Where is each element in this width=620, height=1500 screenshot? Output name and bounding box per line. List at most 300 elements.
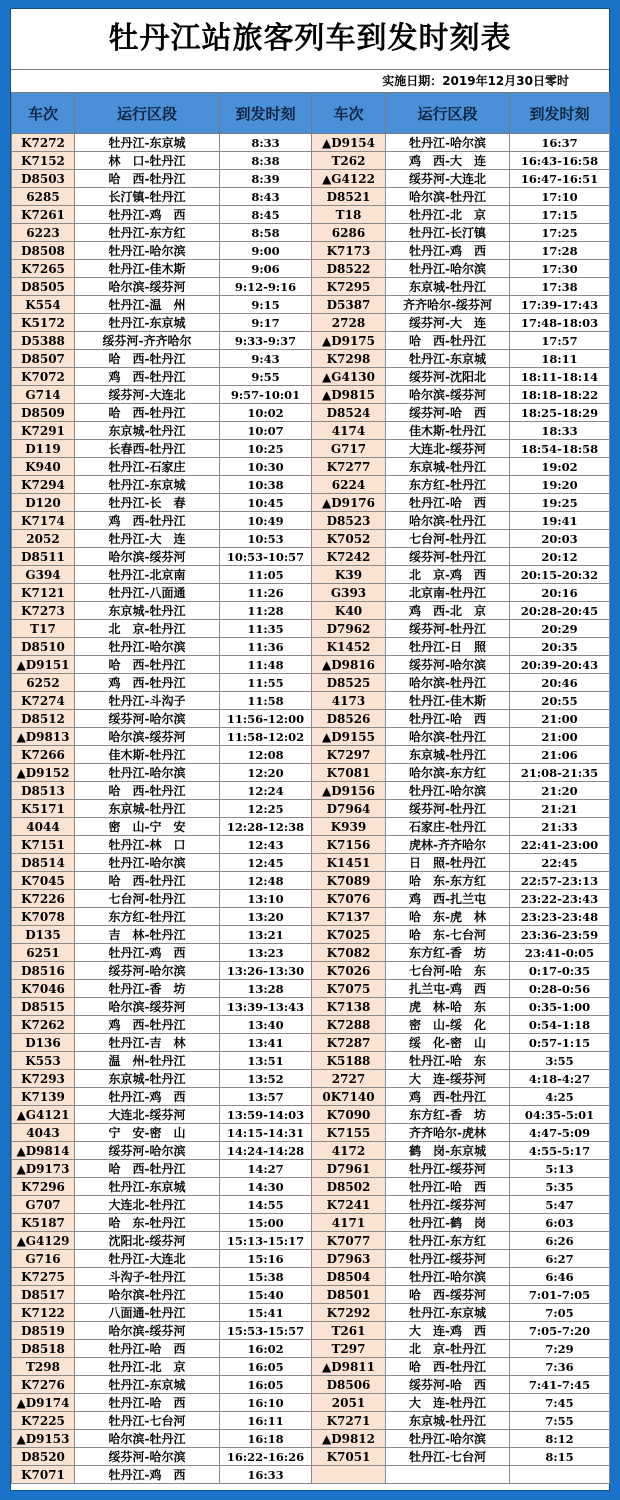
cell-time-right: 4:47-5:09 (510, 1124, 610, 1142)
cell-time-left: 11:35 (220, 620, 312, 638)
cell-train-right: D8502 (312, 1178, 386, 1196)
cell-time-right: 6:03 (510, 1214, 610, 1232)
cell-route-right: 牡丹江-鹤 岗 (386, 1214, 510, 1232)
cell-route-right: 齐齐哈尔-绥芬河 (386, 296, 510, 314)
cell-train-left: D8509 (12, 404, 75, 422)
cell-route-left: 牡丹江-温 州 (75, 296, 220, 314)
cell-train-right: K7075 (312, 980, 386, 998)
cell-time-left: 10:45 (220, 494, 312, 512)
table-row (12, 1322, 610, 1340)
table-row (12, 368, 610, 386)
cell-train-left: K940 (12, 458, 75, 476)
cell-time-right: 23:23-23:48 (510, 908, 610, 926)
cell-train-right: D7964 (312, 800, 386, 818)
table-row (12, 854, 610, 872)
cell-route-left: 牡丹江-长 春 (75, 494, 220, 512)
cell-time-right: 7:05 (510, 1304, 610, 1322)
cell-time-left: 9:33-9:37 (220, 332, 312, 350)
cell-route-left: 绥芬河-哈尔滨 (75, 710, 220, 728)
cell-train-right: K7076 (312, 890, 386, 908)
cell-route-right: 牡丹江-长汀镇 (386, 224, 510, 242)
cell-time-right: 7:45 (510, 1394, 610, 1412)
cell-route-left: 牡丹江-鸡 西 (75, 1466, 220, 1484)
table-row (12, 1430, 610, 1448)
cell-time-left: 15:38 (220, 1268, 312, 1286)
cell-train-left: ▲D9152 (12, 764, 75, 782)
cell-time-left: 15:41 (220, 1304, 312, 1322)
cell-time-right: 18:18-18:22 (510, 386, 610, 404)
cell-route-right: 牡丹江-哈 西 (386, 710, 510, 728)
cell-route-right: 哈尔滨-东方红 (386, 764, 510, 782)
cell-route-right: 日 照-牡丹江 (386, 854, 510, 872)
cell-time-right: 17:28 (510, 242, 610, 260)
table-row (12, 386, 610, 404)
table-row (12, 764, 610, 782)
header-time-right: 到发时刻 (510, 93, 610, 134)
cell-route-right: 牡丹江-鸡 西 (386, 242, 510, 260)
table-row (12, 638, 610, 656)
cell-train-right: 6224 (312, 476, 386, 494)
cell-time-right: 7:29 (510, 1340, 610, 1358)
cell-time-left: 8:38 (220, 152, 312, 170)
table-row (12, 1052, 610, 1070)
cell-route-left: 长汀镇-牡丹江 (75, 188, 220, 206)
cell-time-left: 10:38 (220, 476, 312, 494)
cell-train-left: D8514 (12, 854, 75, 872)
cell-time-left: 9:00 (220, 242, 312, 260)
cell-route-right: 哈尔滨-牡丹江 (386, 512, 510, 530)
cell-train-right: K7089 (312, 872, 386, 890)
cell-route-left: 牡丹江-石家庄 (75, 458, 220, 476)
table-row (12, 1232, 610, 1250)
cell-time-right: 7:05-7:20 (510, 1322, 610, 1340)
cell-route-left: 牡丹江-东京城 (75, 476, 220, 494)
cell-train-right: K39 (312, 566, 386, 584)
cell-route-left: 牡丹江-北 京 (75, 1358, 220, 1376)
cell-train-right: ▲G4130 (312, 368, 386, 386)
cell-time-left: 13:51 (220, 1052, 312, 1070)
cell-train-left: D8518 (12, 1340, 75, 1358)
table-row (12, 674, 610, 692)
cell-time-right: 19:02 (510, 458, 610, 476)
cell-time-left: 15:40 (220, 1286, 312, 1304)
cell-route-left: 绥芬河-齐齐哈尔 (75, 332, 220, 350)
cell-time-right: 6:26 (510, 1232, 610, 1250)
cell-train-left: G716 (12, 1250, 75, 1268)
cell-time-right: 20:46 (510, 674, 610, 692)
cell-time-right: 19:20 (510, 476, 610, 494)
cell-train-right: 2051 (312, 1394, 386, 1412)
cell-train-left: K7174 (12, 512, 75, 530)
cell-train-left: K554 (12, 296, 75, 314)
timetable-sheet (10, 8, 610, 1491)
cell-route-left: 大连北-牡丹江 (75, 1196, 220, 1214)
table-row (12, 908, 610, 926)
cell-train-left: D8512 (12, 710, 75, 728)
cell-train-left: ▲D9174 (12, 1394, 75, 1412)
cell-route-left: 牡丹江-哈尔滨 (75, 638, 220, 656)
cell-time-left: 13:59-14:03 (220, 1106, 312, 1124)
cell-route-left: 牡丹江-七台河 (75, 1412, 220, 1430)
cell-time-right: 17:25 (510, 224, 610, 242)
cell-route-right: 鸡 西-大 连 (386, 152, 510, 170)
cell-time-right: 7:41-7:45 (510, 1376, 610, 1394)
cell-train-left: G707 (12, 1196, 75, 1214)
cell-time-left: 16:05 (220, 1358, 312, 1376)
table-row (12, 332, 610, 350)
cell-time-left: 16:05 (220, 1376, 312, 1394)
cell-time-left: 11:58-12:02 (220, 728, 312, 746)
cell-route-left: 哈尔滨-牡丹江 (75, 1286, 220, 1304)
cell-route-left: 哈 西-牡丹江 (75, 1160, 220, 1178)
table-row (12, 494, 610, 512)
cell-time-left: 16:22-16:26 (220, 1448, 312, 1466)
cell-route-right: 密 山-绥 化 (386, 1016, 510, 1034)
cell-time-left: 9:12-9:16 (220, 278, 312, 296)
cell-route-left: 牡丹江-鸡 西 (75, 206, 220, 224)
cell-train-left: K7139 (12, 1088, 75, 1106)
cell-time-left: 11:55 (220, 674, 312, 692)
cell-time-right: 8:12 (510, 1430, 610, 1448)
cell-time-left: 8:43 (220, 188, 312, 206)
cell-time-right: 21:20 (510, 782, 610, 800)
table-row (12, 782, 610, 800)
cell-train-left: ▲D9173 (12, 1160, 75, 1178)
cell-route-left: 温 州-牡丹江 (75, 1052, 220, 1070)
cell-time-left: 14:24-14:28 (220, 1142, 312, 1160)
cell-route-right: 绥芬河-大 连 (386, 314, 510, 332)
cell-train-left: G394 (12, 566, 75, 584)
cell-train-left: 6251 (12, 944, 75, 962)
cell-route-right: 牡丹江-哈 东 (386, 1052, 510, 1070)
cell-train-right: D8523 (312, 512, 386, 530)
cell-time-right: 20:12 (510, 548, 610, 566)
cell-train-left: K7274 (12, 692, 75, 710)
cell-train-left: K7078 (12, 908, 75, 926)
cell-time-right: 19:25 (510, 494, 610, 512)
cell-route-right: 鸡 西-扎兰屯 (386, 890, 510, 908)
table-row (12, 260, 610, 278)
table-row (12, 1394, 610, 1412)
cell-route-left: 吉 林-牡丹江 (75, 926, 220, 944)
table-row (12, 404, 610, 422)
cell-time-left: 14:30 (220, 1178, 312, 1196)
cell-train-right: K7271 (312, 1412, 386, 1430)
cell-time-right: 17:48-18:03 (510, 314, 610, 332)
table-row (12, 728, 610, 746)
table-row (12, 710, 610, 728)
cell-route-right: 扎兰屯-鸡 西 (386, 980, 510, 998)
cell-train-left: K7276 (12, 1376, 75, 1394)
cell-time-left: 16:02 (220, 1340, 312, 1358)
cell-train-left: D136 (12, 1034, 75, 1052)
cell-train-left: K7152 (12, 152, 75, 170)
cell-time-right: 18:11 (510, 350, 610, 368)
cell-time-right: 4:18-4:27 (510, 1070, 610, 1088)
cell-time-right: 17:15 (510, 206, 610, 224)
table-row (12, 1250, 610, 1268)
cell-route-right (386, 1466, 510, 1484)
cell-route-left: 牡丹江-香 坊 (75, 980, 220, 998)
cell-time-left: 10:53-10:57 (220, 548, 312, 566)
cell-time-right: 6:46 (510, 1268, 610, 1286)
cell-route-left: 牡丹江-哈 西 (75, 1394, 220, 1412)
cell-train-left: K7272 (12, 134, 75, 152)
cell-time-right: 19:41 (510, 512, 610, 530)
cell-route-right: 大连北-绥芬河 (386, 440, 510, 458)
cell-train-right: ▲D9811 (312, 1358, 386, 1376)
cell-train-left: K7293 (12, 1070, 75, 1088)
cell-route-left: 斗沟子-牡丹江 (75, 1268, 220, 1286)
cell-route-right: 七台河-牡丹江 (386, 530, 510, 548)
cell-train-right: G393 (312, 584, 386, 602)
cell-train-right: K7298 (312, 350, 386, 368)
cell-route-right: 绥芬河-牡丹江 (386, 620, 510, 638)
effective-date: 实施日期：2019年12月30日零时 (11, 69, 609, 92)
cell-train-left: 2052 (12, 530, 75, 548)
cell-time-right: 18:54-18:58 (510, 440, 610, 458)
cell-time-left: 12:43 (220, 836, 312, 854)
cell-train-left: K5172 (12, 314, 75, 332)
cell-route-right: 绥芬河-大连北 (386, 170, 510, 188)
cell-route-left: 哈尔滨-绥芬河 (75, 278, 220, 296)
table-row (12, 998, 610, 1016)
cell-train-left: D8511 (12, 548, 75, 566)
cell-route-left: 东京城-牡丹江 (75, 422, 220, 440)
cell-train-right: ▲D9816 (312, 656, 386, 674)
cell-train-right: T261 (312, 1322, 386, 1340)
table-row (12, 1214, 610, 1232)
cell-train-left: D8513 (12, 782, 75, 800)
cell-route-left: 牡丹江-哈尔滨 (75, 764, 220, 782)
cell-time-left: 15:00 (220, 1214, 312, 1232)
cell-route-left: 密 山-宁 安 (75, 818, 220, 836)
cell-train-left: 6252 (12, 674, 75, 692)
cell-time-left: 16:11 (220, 1412, 312, 1430)
cell-time-right: 5:13 (510, 1160, 610, 1178)
cell-train-left: K7225 (12, 1412, 75, 1430)
cell-train-right: D8506 (312, 1376, 386, 1394)
cell-train-right: K7138 (312, 998, 386, 1016)
cell-train-right: T18 (312, 206, 386, 224)
cell-route-left: 绥芬河-大连北 (75, 386, 220, 404)
cell-time-left: 14:55 (220, 1196, 312, 1214)
cell-time-left: 13:26-13:30 (220, 962, 312, 980)
cell-time-right: 8:15 (510, 1448, 610, 1466)
cell-train-right: D8526 (312, 710, 386, 728)
cell-time-right (510, 1466, 610, 1484)
cell-route-left: 鸡 西-牡丹江 (75, 368, 220, 386)
table-row (12, 656, 610, 674)
cell-time-right: 20:15-20:32 (510, 566, 610, 584)
cell-time-right: 22:57-23:13 (510, 872, 610, 890)
table-row (12, 620, 610, 638)
cell-route-right: 哈尔滨-牡丹江 (386, 674, 510, 692)
cell-time-left: 12:24 (220, 782, 312, 800)
table-row (12, 1124, 610, 1142)
cell-route-left: 哈尔滨-绥芬河 (75, 548, 220, 566)
cell-train-left: ▲G4129 (12, 1232, 75, 1250)
cell-train-right: D8501 (312, 1286, 386, 1304)
cell-time-left: 11:36 (220, 638, 312, 656)
cell-train-left: K553 (12, 1052, 75, 1070)
cell-time-right: 17:30 (510, 260, 610, 278)
cell-time-left: 12:48 (220, 872, 312, 890)
cell-train-left: K7262 (12, 1016, 75, 1034)
cell-train-left: ▲D9814 (12, 1142, 75, 1160)
cell-train-right: K7025 (312, 926, 386, 944)
table-row (12, 1376, 610, 1394)
cell-route-left: 东京城-牡丹江 (75, 1070, 220, 1088)
cell-route-left: 牡丹江-哈尔滨 (75, 854, 220, 872)
cell-train-left: D8520 (12, 1448, 75, 1466)
table-row (12, 476, 610, 494)
cell-time-right: 18:33 (510, 422, 610, 440)
cell-train-left: 4044 (12, 818, 75, 836)
header-row (12, 93, 610, 134)
cell-time-left: 13:57 (220, 1088, 312, 1106)
cell-route-right: 大 连-绥芬河 (386, 1070, 510, 1088)
table-row (12, 530, 610, 548)
table-row (12, 350, 610, 368)
cell-time-left: 11:48 (220, 656, 312, 674)
table-row (12, 1106, 610, 1124)
cell-route-right: 大 连-牡丹江 (386, 1394, 510, 1412)
table-row (12, 890, 610, 908)
cell-route-right: 东京城-牡丹江 (386, 278, 510, 296)
cell-train-left: D8503 (12, 170, 75, 188)
cell-time-left: 9:06 (220, 260, 312, 278)
cell-route-right: 东京城-牡丹江 (386, 746, 510, 764)
cell-train-right: K7052 (312, 530, 386, 548)
cell-time-left: 9:55 (220, 368, 312, 386)
cell-route-left: 牡丹江-大 连 (75, 530, 220, 548)
cell-train-right: K1452 (312, 638, 386, 656)
cell-time-right: 21:08-21:35 (510, 764, 610, 782)
cell-time-left: 12:25 (220, 800, 312, 818)
cell-route-left: 八面通-牡丹江 (75, 1304, 220, 1322)
cell-train-right: K7081 (312, 764, 386, 782)
timetable (11, 92, 610, 1484)
cell-route-left: 牡丹江-鸡 西 (75, 1088, 220, 1106)
header-route-left: 运行区段 (75, 93, 220, 134)
cell-time-right: 04:35-5:01 (510, 1106, 610, 1124)
cell-route-right: 牡丹江-绥芬河 (386, 1196, 510, 1214)
cell-route-right: 哈尔滨-牡丹江 (386, 728, 510, 746)
cell-time-right: 20:39-20:43 (510, 656, 610, 674)
cell-time-left: 13:28 (220, 980, 312, 998)
cell-train-left: T17 (12, 620, 75, 638)
cell-route-right: 牡丹江-七台河 (386, 1448, 510, 1466)
cell-time-right: 21:06 (510, 746, 610, 764)
cell-time-left: 14:27 (220, 1160, 312, 1178)
cell-route-right: 牡丹江-东京城 (386, 350, 510, 368)
cell-route-right: 牡丹江-日 照 (386, 638, 510, 656)
table-row (12, 458, 610, 476)
cell-train-left: K7046 (12, 980, 75, 998)
cell-train-left: K7261 (12, 206, 75, 224)
cell-train-left: D8505 (12, 278, 75, 296)
cell-train-right: 4174 (312, 422, 386, 440)
table-row (12, 548, 610, 566)
cell-train-right: K7292 (312, 1304, 386, 1322)
cell-train-left: D8510 (12, 638, 75, 656)
cell-time-right: 0:54-1:18 (510, 1016, 610, 1034)
cell-time-right: 20:03 (510, 530, 610, 548)
cell-route-right: 虎 林-哈 东 (386, 998, 510, 1016)
cell-time-right: 0:28-0:56 (510, 980, 610, 998)
cell-train-left: K7121 (12, 584, 75, 602)
page-title: 牡丹江站旅客列车到发时刻表 (108, 21, 512, 56)
cell-route-left: 牡丹江-鸡 西 (75, 944, 220, 962)
cell-time-left: 9:57-10:01 (220, 386, 312, 404)
cell-train-right: 4173 (312, 692, 386, 710)
cell-route-right: 哈 西-牡丹江 (386, 1358, 510, 1376)
cell-train-right: K5188 (312, 1052, 386, 1070)
cell-route-right: 佳木斯-牡丹江 (386, 422, 510, 440)
cell-route-left: 牡丹江-东京城 (75, 134, 220, 152)
cell-train-left: K7226 (12, 890, 75, 908)
cell-train-left: K7122 (12, 1304, 75, 1322)
cell-route-left: 哈 东-牡丹江 (75, 1214, 220, 1232)
cell-train-left: K7296 (12, 1178, 75, 1196)
cell-time-left: 8:39 (220, 170, 312, 188)
cell-time-left: 8:45 (220, 206, 312, 224)
table-row (12, 836, 610, 854)
cell-time-right: 4:55-5:17 (510, 1142, 610, 1160)
cell-time-right: 21:33 (510, 818, 610, 836)
cell-time-left: 8:33 (220, 134, 312, 152)
cell-time-right: 20:35 (510, 638, 610, 656)
cell-time-left: 13:52 (220, 1070, 312, 1088)
cell-time-right: 0:35-1:00 (510, 998, 610, 1016)
cell-time-right: 0:17-0:35 (510, 962, 610, 980)
cell-route-left: 绥芬河-哈尔滨 (75, 962, 220, 980)
cell-train-right: 0K7140 (312, 1088, 386, 1106)
header-time-left: 到发时刻 (220, 93, 312, 134)
table-row (12, 1016, 610, 1034)
cell-time-left: 16:33 (220, 1466, 312, 1484)
cell-route-left: 东方红-牡丹江 (75, 908, 220, 926)
cell-time-left: 10:07 (220, 422, 312, 440)
cell-train-left: D8517 (12, 1286, 75, 1304)
cell-train-left: D135 (12, 926, 75, 944)
header-train-left: 车次 (12, 93, 75, 134)
table-row (12, 1412, 610, 1430)
cell-time-right: 0:57-1:15 (510, 1034, 610, 1052)
cell-time-left: 13:40 (220, 1016, 312, 1034)
cell-train-left: K7265 (12, 260, 75, 278)
cell-train-right: 4171 (312, 1214, 386, 1232)
table-row (12, 1088, 610, 1106)
cell-route-right: 哈 东-七台河 (386, 926, 510, 944)
cell-train-left: K5171 (12, 800, 75, 818)
cell-train-right: K7155 (312, 1124, 386, 1142)
cell-route-left: 长春西-牡丹江 (75, 440, 220, 458)
cell-route-right: 东方红-牡丹江 (386, 476, 510, 494)
table-row (12, 602, 610, 620)
cell-route-left: 宁 安-密 山 (75, 1124, 220, 1142)
cell-route-right: 牡丹江-哈尔滨 (386, 134, 510, 152)
cell-route-left: 鸡 西-牡丹江 (75, 512, 220, 530)
cell-route-left: 牡丹江-八面通 (75, 584, 220, 602)
cell-train-right: 2727 (312, 1070, 386, 1088)
cell-route-right: 哈 西-绥芬河 (386, 1286, 510, 1304)
table-row (12, 134, 610, 152)
cell-train-right: K7051 (312, 1448, 386, 1466)
cell-train-right: D8504 (312, 1268, 386, 1286)
table-row (12, 944, 610, 962)
